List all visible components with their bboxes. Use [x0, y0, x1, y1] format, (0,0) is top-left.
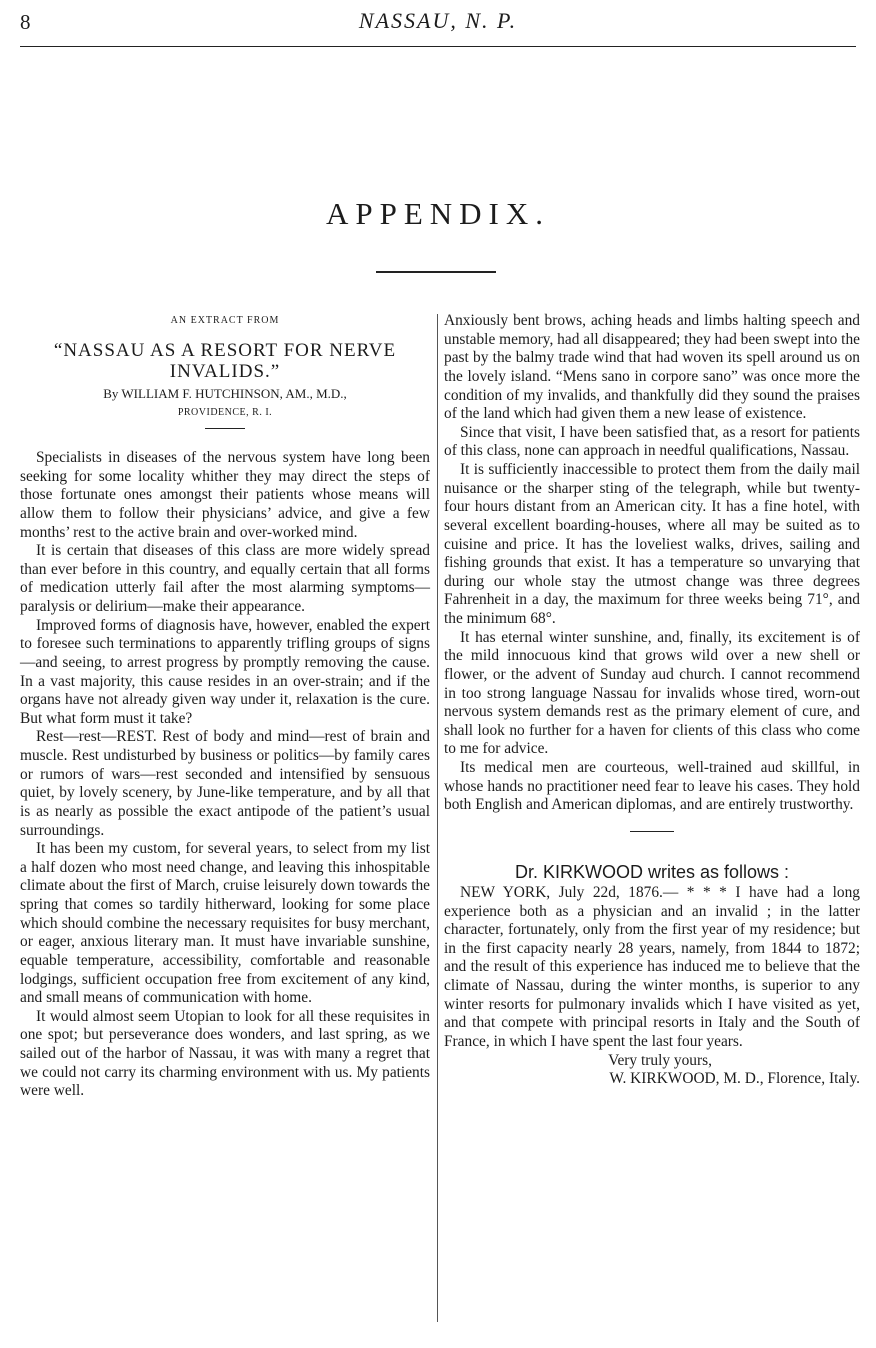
kirkwood-heading: Dr. KIRKWOOD writes as follows : [514, 861, 790, 882]
running-head: NASSAU, N. P. [358, 8, 518, 33]
header-rule [20, 46, 856, 47]
page-header [0, 0, 876, 50]
article-title: “NASSAU AS A RESORT FOR NERVE INVALIDS.” [53, 340, 397, 382]
paragraph: Anxiously bent brows, aching heads and limbs halting speech and unstable memory, had all disappeared; they had been swept into the past by the balmy trade wind that had woven its spell around us on the lovely island. “Mens sano in corpore sano” was once more the condition of my invalids, and thankfully did they sound the praises of the land which had given them a new lease of existence. [444, 312, 860, 423]
paragraph: It would almost seem Utopian to look for all these requisites in one spot; but perseverance does wonders, and last spring, as we sailed out of the harbor of Nassau, it was with many a regret that we could not carry its charming environment with us. My patients were well. [20, 1007, 430, 1100]
article-byline: By WILLIAM F. HUTCHINSON, AM., M.D., [103, 386, 347, 401]
letter-signature: W. KIRKWOOD, M. D., Florence, Italy. [609, 1070, 860, 1088]
kirkwood-letter [444, 884, 860, 1052]
section-rule [630, 831, 674, 832]
paragraph: It is certain that diseases of this class are more widely spread than ever before in this country, and equally certain that all forms of medication utterly fail after the most alarming symptoms—paralysis or delirium—make their appearance. [20, 542, 430, 615]
paragraph: Specialists in diseases of the nervous system have long been seeking for some locality whither they may direct the steps of those fortunate ones amongst their patients whose means will allow them to follow their physicians’ advice, and give a few months’ rest to the active brain and over-worked mind. [20, 449, 430, 541]
paragraph: It has eternal winter sunshine, and, finally, its excitement is of the mild innocuous kind that grows wild over a new shell or flower, or the advent of Sunday aud church. I cannot recommend in too strong language Nassau for invalids whose tired, worn-out nervous system demands rest as the primary element of cure, and shall look no further for a haven for clients of this class who come to me for advice. [444, 628, 860, 758]
column-divider [437, 314, 438, 1322]
section-rule [205, 428, 245, 429]
paragraph: Its medical men are courteous, well-trained aud skillful, in whose hands no practitioner need fear to leave his cases. They hold both English and American diplomas, and are entirely trustworthy. [444, 759, 860, 814]
letter-closing: Very truly yours, [608, 1051, 712, 1069]
page-number: 8 [20, 10, 31, 34]
letter-body: I have had a long experience both as a physician and an invalid ; in the latter character, fortunately, only from the first year of my residence; but in the first capacity nearly 28 years, namely, from 1844 to 1872; and the result of this experience has induced me to believe that the climate of Nassau, during the winter months, is superior to any winter resorts for pulmonary invalids which I have visited as yet, and that compete with principal resorts in Italy and the South of France, in which I have spent the last four years. [444, 883, 860, 1050]
right-column [444, 312, 860, 1089]
article-location: PROVIDENCE, R. I. [177, 407, 273, 418]
letter-dateline: NEW YORK, July 22d, 1876.— * * * [460, 883, 736, 901]
paragraph: It has been my custom, for several years, to select from my list a half dozen who most need change, and leaving this inhospitable climate about the first of March, cruise leisurely down towards the spring that comes so tardily hitherward, looking for some place which should combine the necessary requisites for busy merchant, or eager, anxious literary man. It must have invariable sunshine, equable temperature, accessibility, comfortable and reasonable lodgings, sufficient occupation free from excitement of any kind, and small means of communication with home. [20, 840, 430, 1007]
paragraph: Improved forms of diagnosis have, however, enabled the expert to foresee such terminations to apparently trifling groups of signs—and seeing, to arrest progress by promptly removing the cause. In a vast majority, this cause resides in an over-strain; and if the organs have not already given way under it, relaxation is the cure. But what form must it take? [20, 616, 430, 727]
paragraph: It is sufficiently inaccessible to protect them from the daily mail nuisance or the sharper sting of the telegraph, while but twenty-four hours distant from an American city. It has a fine hotel, with several excellent boarding-houses, where all may be suited as to cuisine and price. It has the loveliest walks, drives, sailing and fishing grounds that exist. It has a temperature so unvarying that during our whole stay the utmost change was three degrees Fahrenheit in a day, the maximum for three weeks being 71°, and the minimum 68°. [444, 461, 860, 627]
extract-label: AN EXTRACT FROM [170, 315, 280, 326]
paragraph: Rest—rest—REST. Rest of body and mind—rest of brain and muscle. Rest undisturbed by business or politics—by family cares or rumors of wars—rest seconded and intensified by sensuous quiet, by lovely scenery, by June-like temperature, and by all that is as nearly as possible the exact antipode of the patient’s usual surroundings. [20, 728, 430, 839]
paragraph: Since that visit, I have been satisfied that, as a resort for patients of this class, none can approach in needful qualifications, Nassau. [444, 423, 860, 460]
left-column [20, 312, 430, 1101]
appendix-title: APPENDIX. [325, 196, 551, 231]
title-rule [376, 271, 496, 273]
